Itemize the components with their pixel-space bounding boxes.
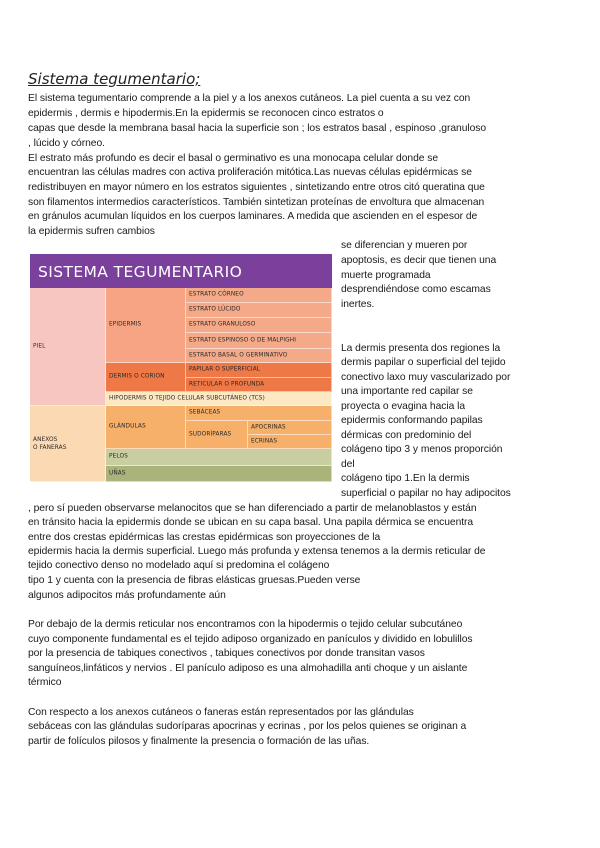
faneras-label: O FANERAS [33, 444, 67, 451]
side-text-line: apoptosis, es decir que tienen una [341, 255, 497, 266]
table-cell-unas: UÑAS [106, 466, 332, 482]
table-cell-anexos [30, 406, 106, 482]
text-line: térmico [28, 677, 62, 688]
table-cell-ecrinas: ECRINAS [248, 435, 332, 449]
table-cell-sudoriparas: SUDORÍPARAS [186, 421, 248, 449]
text-line: redistribuyen en mayor número en los estratos siguientes , sintetizando entre otros citó queratina que [28, 182, 485, 193]
text-line: en tránsito hacia la epidermis donde se ubican en su capa basal. Una papila dérmica se encuentra [28, 517, 474, 528]
table-cell-estrato: ESTRATO CÓRNEO [186, 288, 332, 303]
table-cell-dermis-capa: PAPILAR O SUPERFICIAL [186, 363, 332, 378]
side-text-line: colágeno tipo 3 y menos proporción [341, 444, 503, 455]
anexos-label: ANEXOS [33, 436, 58, 443]
side-text-line: una importante red capilar se [341, 386, 473, 397]
table-cell-piel: PIEL [30, 288, 106, 406]
side-text-line: La dermis presenta dos regiones la [341, 343, 501, 354]
side-text-line: dérmicas con predominio del [341, 430, 472, 441]
side-text-line: dermis papilar o superficial del tejido [341, 357, 506, 368]
side-text-line: conectivo laxo muy vascularizado por [341, 372, 511, 383]
text-line: son filamentos intermedios característicos. También sintetizan proteínas de envoltura que almacenan [28, 197, 485, 208]
table-cell-epidermis: EPIDERMIS [106, 288, 186, 363]
text-line: El sistema tegumentario comprende a la piel y a los anexos cutáneos. La piel cuenta a su vez con [28, 93, 471, 104]
text-line: El estrato más profundo es decir el basal o germinativo es una monocapa celular donde se [28, 153, 439, 164]
side-text-line: superficial o papilar no hay adipocitos [341, 488, 511, 499]
text-line: por la presencia de tabiques conectivos , tabiques conectivos por donde transitan vasos [28, 648, 425, 659]
table-cell-estrato: ESTRATO LÚCIDO [186, 303, 332, 318]
text-line: , pero sí pueden observarse melanocitos que se han diferenciado a partir de melanoblastos y están [28, 503, 477, 514]
page-title: Sistema tegumentario; [28, 70, 201, 88]
text-line: epidermis , dermis e hipodermis.En la epidermis se reconocen cinco estratos o [28, 108, 384, 119]
text-line: Por debajo de la dermis reticular nos encontramos con la hipodermis o tejido celular subcutáneo [28, 619, 463, 630]
side-text-line: del [341, 459, 355, 470]
table-cell-dermis-capa: RETICULAR O PROFUNDA [186, 378, 332, 392]
text-line: partir de folículos pilosos y finalmente la presencia o formación de las uñas. [28, 736, 370, 747]
text-line: tejido conectivo denso no modelado aquí si predomina el colágeno [28, 560, 330, 571]
side-text-line: desprendiéndose como escamas [341, 284, 491, 295]
tegumentary-system-table [30, 254, 332, 482]
table-cell-dermis: DERMIS O CORION [106, 363, 186, 392]
table-cell-estrato: ESTRATO GRANULOSO [186, 318, 332, 333]
text-line: , lúcido y córneo. [28, 138, 105, 149]
side-text-line: inertes. [341, 299, 375, 310]
text-line: Con respecto a los anexos cutáneos o faneras están representados por las glándulas [28, 707, 414, 718]
table-cell-pelos: PELOS [106, 449, 332, 466]
text-line: encuentran las células madres con activa proliferación mitótica.Las nuevas células epidérmicas se [28, 167, 472, 178]
side-text-line: colágeno tipo 1.En la dermis [341, 473, 470, 484]
side-text-line: proyecta o evagina hacia la [341, 401, 466, 412]
text-line: algunos adipocitos más profundamente aún [28, 590, 226, 601]
text-line: cuyo componente fundamental es el tejido adiposo organizado en panículos y dividido en lobulillos [28, 634, 473, 645]
side-text-line: muerte programada [341, 270, 431, 281]
side-text-line: se diferencian y mueren por [341, 240, 468, 251]
text-line: sebáceas con las glándulas sudoríparas apocrinas y ecrinas , por los pelos quienes se originan a [28, 721, 467, 732]
text-line: sanguíneos,linfáticos y nervios . El panículo adiposo es una almohadilla anti choque y un aislante [28, 663, 468, 674]
text-line: epidermis hacia la dermis superficial. Luego más profunda y extensa tenemos a la dermis reticular de [28, 546, 486, 557]
table-cell-hipodermis: HIPODERMIS O TEJIDO CELULAR SUBCUTÁNEO (TCS) [106, 392, 332, 406]
table-heading: SISTEMA TEGUMENTARIO [30, 254, 332, 288]
side-text-line: epidermis conformando papilas [341, 415, 483, 426]
table-cell-estrato: ESTRATO ESPINOSO O DE MALPIGHI [186, 333, 332, 349]
table-cell-sebaceas: SEBÁCEAS [186, 406, 332, 421]
text-line: la epidermis sufren cambios [28, 226, 155, 237]
text-line: en gránulos acumulan líquidos en los cuerpos laminares. A medida que ascienden en el espesor de [28, 211, 478, 222]
text-line: capas que desde la membrana basal hacia la superficie son ; los estratos basal , espinoso ,granuloso [28, 123, 487, 134]
table-cell-apocrinas: APOCRINAS [248, 421, 332, 435]
text-line: tipo 1 y cuenta con la presencia de fibras elásticas gruesas.Pueden verse [28, 575, 361, 586]
table-cell-estrato: ESTRATO BASAL O GERMINATIVO [186, 349, 332, 363]
table-cell-glandulas: GLÁNDULAS [106, 406, 186, 449]
text-line: entre dos crestas epidérmicas las crestas epidérmicas son proyecciones de la [28, 532, 381, 543]
